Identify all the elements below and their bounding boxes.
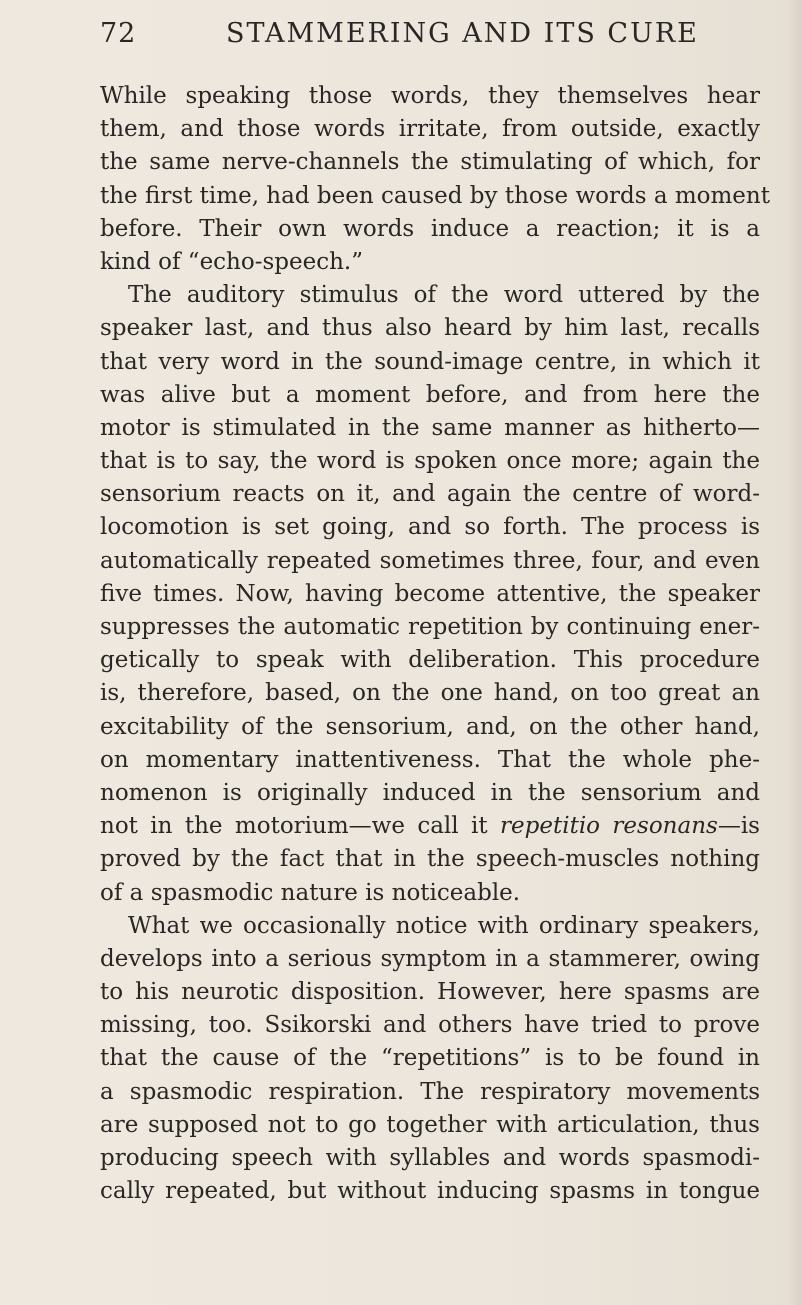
text-line: getically to speak with deliberation. This procedure [100,647,760,674]
page-edge-shadow [787,0,801,1305]
running-head: STAMMERING AND ITS CURE [226,18,699,49]
text-line: that is to say, the word is spoken once more; again the [100,448,760,475]
text-line: excitability of the sensorium, and, on the other hand, [100,713,760,740]
body-text [100,80,770,1208]
text-line: that very word in the sound-image centre, in which it [100,348,760,375]
text-line: the same nerve-channels the stimulating of which, for [100,149,760,176]
text-segment: —is [717,813,760,840]
text-line: to his neurotic disposition. However, here spasms are [100,979,760,1006]
text-line: What we occasionally notice with ordinary speakers, [128,912,760,939]
text-line: on momentary inattentiveness. That the whole phe- [100,746,760,773]
text-line: a spasmodic respiration. The respiratory movements [100,1078,760,1105]
text-line [100,810,760,843]
page-number: 72 [100,18,137,49]
text-line: sensorium reacts on it, and again the centre of word- [100,481,760,508]
text-line: missing, too. Ssikorski and others have tried to prove [100,1012,760,1039]
text-line: producing speech with syllables and words spasmodi- [100,1145,760,1171]
text-line: are supposed not to go together with articulation, thus [100,1111,760,1138]
text-line: proved by the fact that in the speech-muscles nothing [100,846,760,873]
text-line: motor is stimulated in the same manner as hitherto— [100,414,760,441]
text-line: locomotion is set going, and so forth. The process is [100,514,760,541]
text-line: develops into a serious symptom in a stammerer, owing [100,945,760,972]
text-line: cally repeated, but without inducing spasms in tongue [100,1178,760,1205]
text-line: them, and those words irritate, from outside, exactly [100,116,760,143]
text-line: before. Their own words induce a reaction; it is a [100,215,760,242]
text-line: the first time, had been caused by those words a moment [100,182,770,209]
page-header [100,18,760,58]
text-line: kind of “echo-speech.” [100,248,364,275]
text-line: of a spasmodic nature is noticeable. [100,879,521,906]
text-line: that the cause of the “repetitions” is to be found in [100,1045,760,1072]
text-line: speaker last, and thus also heard by him last, recalls [100,315,760,342]
text-line: nomenon is originally induced in the sensorium and [100,779,760,806]
text-segment: not in the motorium—we call it [100,813,501,840]
text-line: The auditory stimulus of the word uttered by the [128,282,760,309]
text-line: suppresses the automatic repetition by continuing ener- [100,614,760,640]
text-line: While speaking those words, they themselves hear [100,83,760,109]
text-line: automatically repeated sometimes three, four, and even [100,547,760,574]
text-line: was alive but a moment before, and from here the [100,381,760,408]
text-line: five times. Now, having become attentive, the speaker [100,580,760,607]
italic-term: repetitio resonans [500,813,718,840]
text-line: is, therefore, based, on the one hand, on too great an [100,680,760,707]
